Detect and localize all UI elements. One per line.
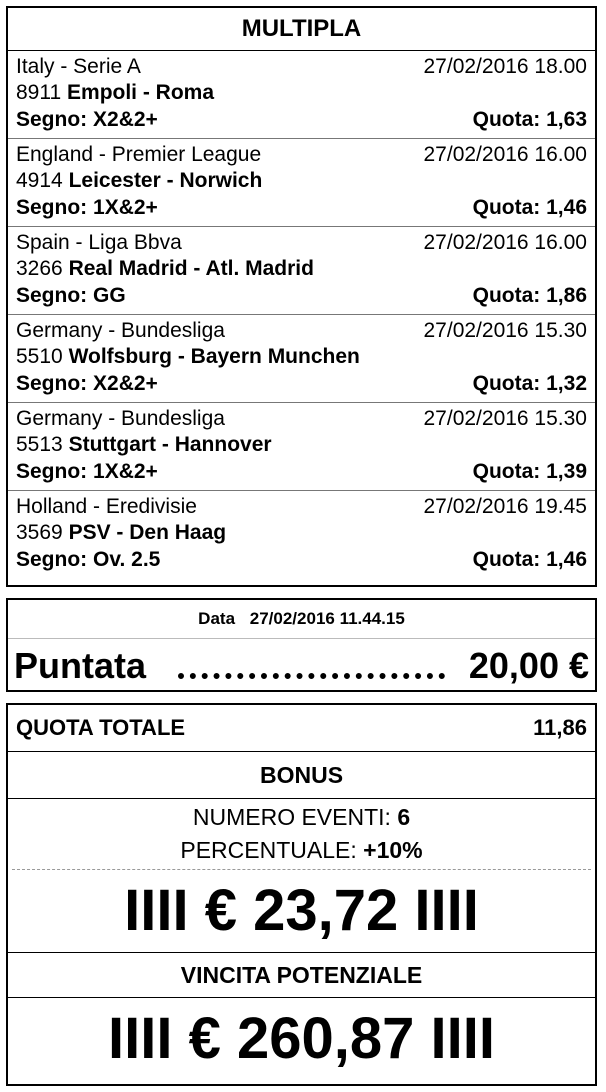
event-row xyxy=(8,315,595,403)
event-code: 5513 xyxy=(16,433,63,456)
event-datetime: 27/02/2016 16.00 xyxy=(423,231,587,254)
event-league: Germany - Bundesliga xyxy=(16,319,225,342)
event-datetime: 27/02/2016 15.30 xyxy=(423,319,587,342)
segno-label: Segno: xyxy=(16,284,88,307)
event-code: 3569 xyxy=(16,521,63,544)
segno-label: Segno: xyxy=(16,108,88,131)
event-match: Leicester - Norwich xyxy=(68,169,263,192)
totals-panel xyxy=(6,703,597,1086)
quota-value: 1,39 xyxy=(546,460,587,483)
event-match: Wolfsburg - Bayern Munchen xyxy=(68,345,360,368)
event-league: Germany - Bundesliga xyxy=(16,407,225,430)
segno-value: X2&2+ xyxy=(93,372,158,395)
event-row xyxy=(8,403,595,491)
event-row xyxy=(8,139,595,227)
percentuale-label: PERCENTUALE: xyxy=(180,837,357,863)
date-value: 27/02/2016 11.44.15 xyxy=(249,609,405,628)
stake-amount: 20,00 € xyxy=(468,645,589,686)
event-code: 8911 xyxy=(16,81,62,104)
event-league: Italy - Serie A xyxy=(16,55,141,78)
quota-value: 1,32 xyxy=(546,372,587,395)
numero-eventi-line xyxy=(8,801,595,834)
stake-label: Puntata xyxy=(14,645,147,686)
segno-value: 1X&2+ xyxy=(93,196,158,219)
segno-value: 1X&2+ xyxy=(93,460,158,483)
event-row xyxy=(8,51,595,139)
numero-eventi-value: 6 xyxy=(397,804,411,830)
quota-label: Quota: xyxy=(472,548,541,571)
event-league: Holland - Eredivisie xyxy=(16,495,197,518)
event-datetime: 27/02/2016 19.45 xyxy=(423,495,587,518)
quota-label: Quota: xyxy=(472,108,541,131)
percentuale-line xyxy=(8,834,595,867)
event-datetime: 27/02/2016 18.00 xyxy=(423,55,587,78)
vincita-title: VINCITA POTENZIALE xyxy=(8,953,595,998)
event-row xyxy=(8,491,595,579)
event-datetime: 27/02/2016 15.30 xyxy=(423,407,587,430)
segno-label: Segno: xyxy=(16,372,88,395)
date-row xyxy=(8,600,595,639)
quota-label: Quota: xyxy=(472,196,541,219)
quota-value: 1,63 xyxy=(546,108,587,131)
dotted-leader xyxy=(178,649,445,679)
event-code: 5510 xyxy=(16,345,63,368)
event-league: England - Premier League xyxy=(16,143,262,166)
event-code: 4914 xyxy=(16,169,63,192)
date-label: Data xyxy=(198,609,236,628)
quota-value: 1,86 xyxy=(546,284,587,307)
stake-row xyxy=(8,639,595,691)
event-match: Real Madrid - Atl. Madrid xyxy=(68,257,314,280)
multipla-panel xyxy=(6,6,597,587)
event-code: 3266 xyxy=(16,257,63,280)
segno-value: Ov. 2.5 xyxy=(93,548,161,571)
segno-label: Segno: xyxy=(16,548,88,571)
quota-label: Quota: xyxy=(472,284,541,307)
event-match: Stuttgart - Hannover xyxy=(68,433,272,456)
quota-totale-value: 11,86 xyxy=(533,715,587,740)
event-match: Empoli - Roma xyxy=(67,81,215,104)
segno-label: Segno: xyxy=(16,460,88,483)
event-league: Spain - Liga Bbva xyxy=(16,231,182,254)
percentuale-value: +10% xyxy=(363,837,423,863)
event-match: PSV - Den Haag xyxy=(68,521,227,544)
quota-label: Quota: xyxy=(472,372,541,395)
numero-eventi-label: NUMERO EVENTI: xyxy=(192,804,391,830)
multipla-title: MULTIPLA xyxy=(8,8,595,51)
bonus-amount: IIII € 23,72 IIII xyxy=(8,870,595,953)
quota-totale-row xyxy=(8,705,595,752)
stake-panel xyxy=(6,598,597,692)
segno-value: X2&2+ xyxy=(93,108,158,131)
quota-label: Quota: xyxy=(472,460,541,483)
event-row xyxy=(8,227,595,315)
quota-value: 1,46 xyxy=(546,548,587,571)
quota-totale-label: QUOTA TOTALE xyxy=(16,715,186,740)
bonus-title: BONUS xyxy=(8,752,595,799)
quota-value: 1,46 xyxy=(546,196,587,219)
segno-label: Segno: xyxy=(16,196,88,219)
event-datetime: 27/02/2016 16.00 xyxy=(423,143,587,166)
vincita-amount: IIII € 260,87 IIII xyxy=(108,1006,495,1071)
bonus-info xyxy=(8,799,595,867)
segno-value: GG xyxy=(93,284,126,307)
